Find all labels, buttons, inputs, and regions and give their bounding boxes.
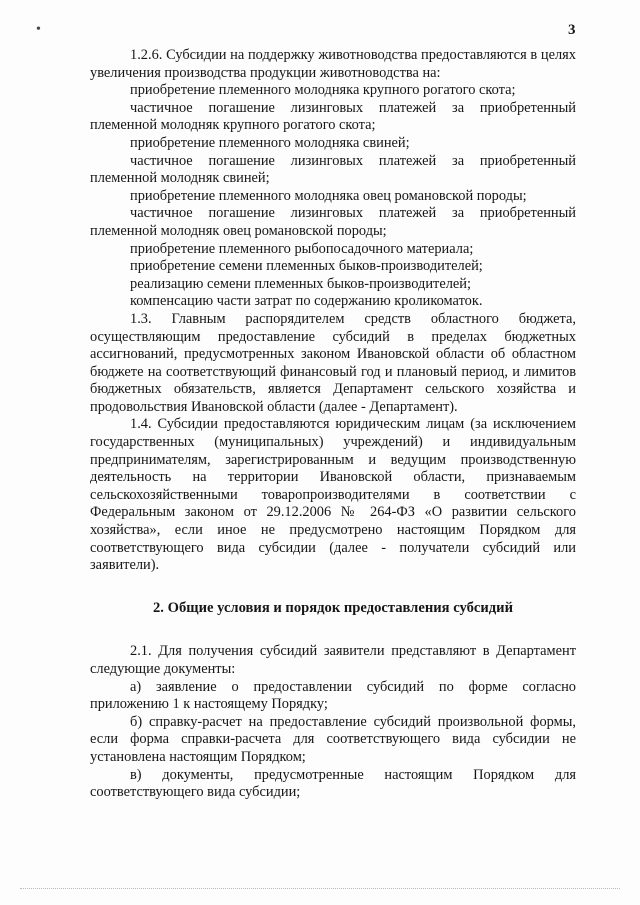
page-number: 3: [568, 22, 576, 38]
paragraph-1-2-6: 1.2.6. Субсидии на поддержку животноводства предоставляются в целях увеличения производства продукции животноводства на:: [90, 47, 576, 81]
list-item: компенсацию части затрат по содержанию кроликоматок.: [130, 293, 483, 310]
list-item: приобретение племенного рыбопосадочного материала;: [130, 240, 474, 257]
paragraph-1-4: 1.4. Субсидии предоставляются юридическим лицам (за исключением государственных (муниципальных) учреждений) и индивидуальным предпринимателям, зарегистрированным и ведущим производственную деятельность на территории Ивановской области, признаваемым сельскохозяйственными товаропроизводителями в соответствии с Федеральным законом от 29.12.2006 № 264-ФЗ «О развитии сельского хозяйства», если иное не предусмотрено настоящим Порядком для соответствующего вида субсидии (далее - получатели субсидий или заявители).: [90, 416, 576, 574]
document-item-c: в) документы, предусмотренные настоящим Порядком для соответствующего вида субсидии;: [90, 766, 576, 801]
section-2-heading: 2. Общие условия и порядок предоставления субсидий: [153, 599, 513, 616]
list-item: приобретение племенного молодняка крупного рогатого скота;: [130, 82, 516, 99]
list-item: частичное погашение лизинговых платежей за приобретенный племенной молодняк овец романовской породы;: [90, 205, 576, 239]
paragraph-2-1: 2.1. Для получения субсидий заявители представляют в Департамент следующие документы:: [90, 643, 576, 677]
scan-edge-divider: [20, 888, 620, 890]
list-item: частичное погашение лизинговых платежей за приобретенный племенной молодняк крупного рогатого скота;: [90, 99, 576, 134]
list-item: приобретение семени племенных быков-производителей;: [130, 258, 483, 275]
document-body: [90, 47, 576, 802]
list-item: частичное погашение лизинговых платежей за приобретенный племенной молодняк свиней;: [90, 152, 576, 187]
list-item: реализацию семени племенных быков-производителей;: [130, 275, 472, 292]
document-item-b: б) справку-расчет на предоставление субсидий произвольной формы, если форма справки-расчета для соответствующего вида субсидии не установлена настоящим Порядком;: [90, 713, 576, 765]
stray-mark: •: [36, 22, 41, 37]
document-item-a: а) заявление о предоставлении субсидий по форме согласно приложению 1 к настоящему Порядку;: [90, 678, 576, 713]
paragraph-1-3: 1.3. Главным распорядителем средств областного бюджета, осуществляющим предоставление субсидий в пределах бюджетных ассигнований, предусмотренных законом Ивановской области об областном бюджете на соответствующий финансовый год и плановый период, и лимитов бюджетных обязательств, является Департамент сельского хозяйства и продовольствия Ивановской области (далее - Департамент).: [90, 310, 576, 415]
list-item: приобретение племенного молодняка свиней;: [130, 134, 410, 151]
list-item: приобретение племенного молодняка овец романовской породы;: [130, 187, 527, 204]
